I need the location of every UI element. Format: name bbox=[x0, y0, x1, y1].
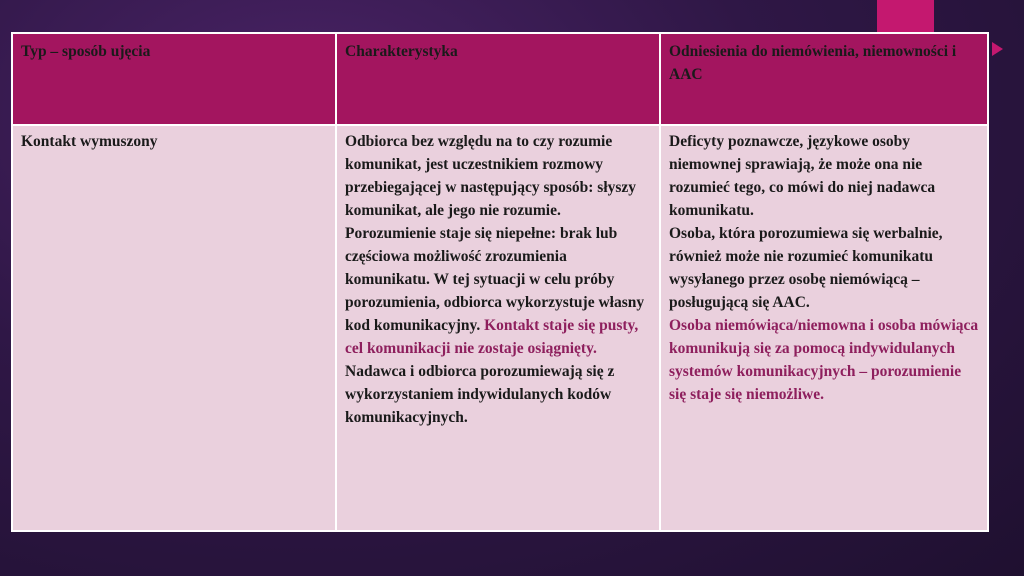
cell-type: Kontakt wymuszony bbox=[12, 125, 336, 531]
aac-para-1: Deficyty poznawcze, językowe osoby niemownej sprawiają, że może ona nie rozumieć tego, co mówi do niej nadawca komunikatu. bbox=[669, 133, 936, 219]
cell-characteristic bbox=[336, 125, 660, 531]
content-table bbox=[11, 32, 989, 532]
header-aac: Odniesienia do niemówienia, niemowności i AAC bbox=[660, 33, 988, 125]
characteristic-highlight: Kontakt staje się pusty, cel komunikacji nie zostaje osiągnięty. bbox=[345, 317, 639, 357]
table-row bbox=[12, 125, 988, 531]
aac-para-2: Osoba, która porozumiewa się werbalnie, również może nie rozumieć komunikatu wysyłanego przez osobę niemówiącą – posługującą się AAC. bbox=[669, 225, 943, 311]
cell-aac bbox=[660, 125, 988, 531]
header-type: Typ – sposób ujęcia bbox=[12, 33, 336, 125]
header-characteristic: Charakterystyka bbox=[336, 33, 660, 125]
characteristic-para-2: Porozumienie staje się niepełne: brak lub częściowa możliwość zrozumienia komunikatu. W tej sytuacji w celu próby porozumienia, odbiorca wykorzystuje własny kod komunikacyjny. bbox=[345, 225, 645, 334]
accent-bar bbox=[877, 0, 934, 34]
aac-highlight: Osoba niemówiąca/niemowna i osoba mówiąca komunikują się za pomocą indywidulanych systemów komunikacyjnych – porozumienie się staje się niemożliwe. bbox=[669, 317, 979, 403]
arrow-icon bbox=[992, 42, 1003, 56]
characteristic-para-2-end: Nadawca i odbiorca porozumiewają się z wykorzystaniem indywidulanych kodów komunikacyjnych. bbox=[345, 363, 615, 426]
characteristic-para-1: Odbiorca bez względu na to czy rozumie komunikat, jest uczestnikiem rozmowy przebiegającej w następujący sposób: słyszy komunikat, ale jego nie rozumie. bbox=[345, 133, 637, 219]
table-header-row bbox=[12, 33, 988, 125]
